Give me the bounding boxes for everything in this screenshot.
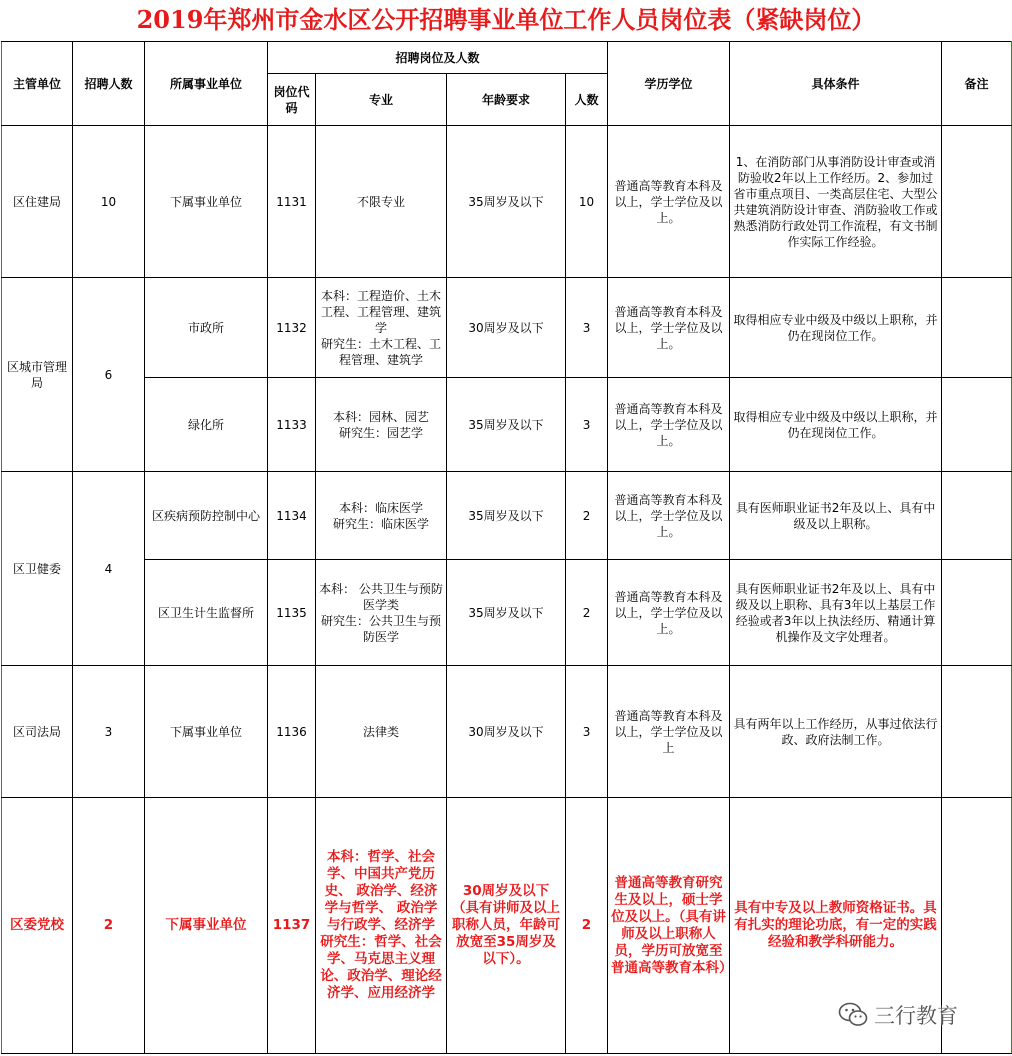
cell-major: 本科：工程造价、土木工程、工程管理、建筑学 研究生：土木工程、工程管理、建筑学 (316, 278, 447, 378)
header-num: 人数 (566, 74, 608, 126)
cell-code: 1132 (268, 278, 316, 378)
table-row (2, 278, 1012, 378)
header-note: 备注 (942, 42, 1012, 126)
cell-major: 不限专业 (316, 126, 447, 278)
cell-num: 3 (566, 278, 608, 378)
cell-cond: 具有医师职业证书2年及以上、具有中级及以上职称、具有3年以上基层工作经验或者3年以上执法经历、精通计算机操作及文字处理者。 (730, 560, 942, 666)
cell-num: 2 (566, 560, 608, 666)
cell-dept: 区委党校 (2, 798, 73, 1054)
header-edu: 学历学位 (608, 42, 730, 126)
cell-age: 35周岁及以下 (447, 472, 566, 560)
cell-num: 3 (566, 666, 608, 798)
table-row (2, 126, 1012, 278)
cell-age: 30周岁及以下 (447, 278, 566, 378)
cell-cond: 取得相应专业中级及中级以上职称，并仍在现岗位工作。 (730, 278, 942, 378)
cell-cond: 1、在消防部门从事消防设计审查或消防验收2年以上工作经历。2、参加过省市重点项目、一类高层住宅、大型公共建筑消防设计审查、消防验收工作或熟悉消防行政处罚工作流程，有文书制作实际工作经验。 (730, 126, 942, 278)
positions-table (1, 41, 1012, 1054)
cell-edu: 普通高等教育研究生及以上，硕士学位及以上。（具有讲师及以上职称人员，学历可放宽至普通高等教育本科） (608, 798, 730, 1054)
cell-note (942, 126, 1012, 278)
cell-count: 4 (73, 472, 145, 666)
cell-edu: 普通高等教育本科及以上，学士学位及以上。 (608, 378, 730, 472)
cell-major: 本科：临床医学 研究生：临床医学 (316, 472, 447, 560)
table-row (2, 472, 1012, 560)
cell-count: 2 (73, 798, 145, 1054)
cell-count: 6 (73, 278, 145, 472)
cell-note (942, 278, 1012, 378)
cell-cond: 具有两年以上工作经历，从事过依法行政、政府法制工作。 (730, 666, 942, 798)
cell-count: 3 (73, 666, 145, 798)
cell-note (942, 378, 1012, 472)
cell-code: 1134 (268, 472, 316, 560)
cell-unit: 下属事业单位 (145, 126, 268, 278)
cell-code: 1133 (268, 378, 316, 472)
header-age: 年龄要求 (447, 74, 566, 126)
cell-major: 本科： 公共卫生与预防医学类 研究生：公共卫生与预防医学 (316, 560, 447, 666)
cell-edu: 普通高等教育本科及以上，学士学位及以上。 (608, 126, 730, 278)
table-row (2, 666, 1012, 798)
cell-num: 2 (566, 472, 608, 560)
cell-num: 3 (566, 378, 608, 472)
cell-dept: 区卫健委 (2, 472, 73, 666)
cell-age: 35周岁及以下 (447, 126, 566, 278)
cell-edu: 普通高等教育本科及以上，学士学位及以上。 (608, 472, 730, 560)
cell-unit: 区疾病预防控制中心 (145, 472, 268, 560)
header-unit: 所属事业单位 (145, 42, 268, 126)
cell-note (942, 472, 1012, 560)
header-cond: 具体条件 (730, 42, 942, 126)
cell-dept: 区住建局 (2, 126, 73, 278)
header-row (2, 42, 1012, 74)
header-code: 岗位代码 (268, 74, 316, 126)
header-dept: 主管单位 (2, 42, 73, 126)
cell-age: 30周岁及以下 (447, 666, 566, 798)
cell-code: 1136 (268, 666, 316, 798)
watermark-text: 三行教育 (874, 1004, 958, 1028)
cell-unit: 绿化所 (145, 378, 268, 472)
cell-dept: 区城市管理局 (2, 278, 73, 472)
cell-major: 本科：哲学、社会学、中国共产党历史、 政治学、经济学与哲学、 政治学与行政学、经济学 研究生：哲学、社会学、马克思主义理论、政治学、理论经济学、应用经济学 (316, 798, 447, 1054)
cell-num: 2 (566, 798, 608, 1054)
cell-edu: 普通高等教育本科及以上，学士学位及以上。 (608, 278, 730, 378)
cell-cond: 具有中专及以上教师资格证书。具有扎实的理论功底，有一定的实践经验和教学科研能力。 (730, 798, 942, 1054)
cell-count: 10 (73, 126, 145, 278)
cell-code: 1131 (268, 126, 316, 278)
header-major: 专业 (316, 74, 447, 126)
header-group: 招聘岗位及人数 (268, 42, 608, 74)
table-row (2, 560, 1012, 666)
cell-dept: 区司法局 (2, 666, 73, 798)
cell-age: 35周岁及以下 (447, 560, 566, 666)
cell-edu: 普通高等教育本科及以上，学士学位及以上。 (608, 560, 730, 666)
page-title: 2019年郑州市金水区公开招聘事业单位工作人员岗位表（紧缺岗位） (136, 5, 876, 34)
cell-major: 法律类 (316, 666, 447, 798)
cell-code: 1135 (268, 560, 316, 666)
header-count: 招聘人数 (73, 42, 145, 126)
watermark (838, 1000, 958, 1030)
cell-unit: 下属事业单位 (145, 798, 268, 1054)
cell-unit: 区卫生计生监督所 (145, 560, 268, 666)
cell-age: 30周岁及以下（具有讲师及以上职称人员，年龄可放宽至35周岁及以下）。 (447, 798, 566, 1054)
cell-cond: 取得相应专业中级及中级以上职称，并仍在现岗位工作。 (730, 378, 942, 472)
cell-unit: 下属事业单位 (145, 666, 268, 798)
cell-cond: 具有医师职业证书2年及以上、具有中级及以上职称。 (730, 472, 942, 560)
cell-edu: 普通高等教育本科及以上，学士学位及以上 (608, 666, 730, 798)
wechat-icon (838, 1002, 868, 1028)
cell-note (942, 666, 1012, 798)
cell-major: 本科：园林、园艺 研究生：园艺学 (316, 378, 447, 472)
cell-unit: 市政所 (145, 278, 268, 378)
cell-num: 10 (566, 126, 608, 278)
table-row (2, 378, 1012, 472)
cell-age: 35周岁及以下 (447, 378, 566, 472)
cell-code: 1137 (268, 798, 316, 1054)
cell-note (942, 560, 1012, 666)
